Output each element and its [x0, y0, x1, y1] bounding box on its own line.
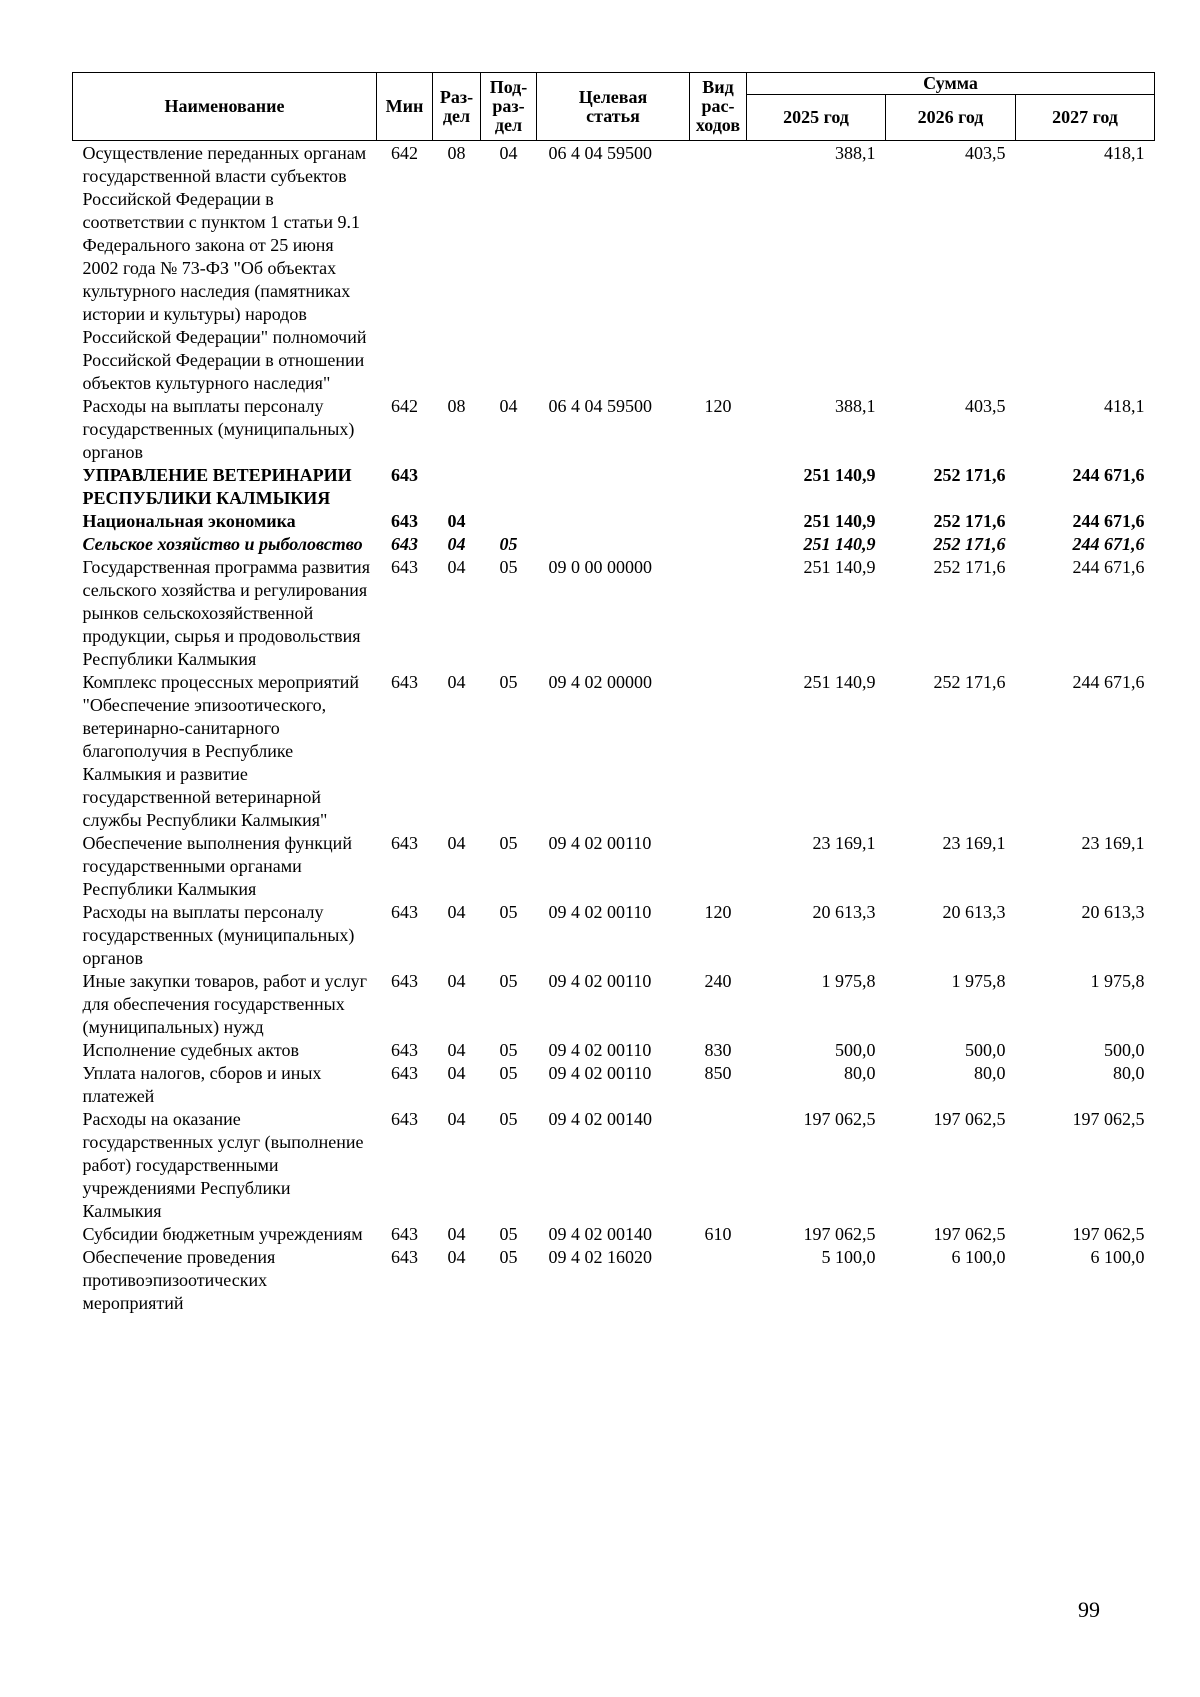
- row-target: [537, 533, 690, 556]
- row-min: 643: [391, 672, 418, 692]
- row-podrazdel: 05: [499, 902, 518, 922]
- row-2027: 244 671,6: [1072, 534, 1145, 554]
- row-target: 09 4 02 16020: [548, 1247, 652, 1267]
- row-podrazdel: 05: [499, 557, 518, 577]
- row-2027: 244 671,6: [1072, 557, 1145, 577]
- row-2025: 388,1: [835, 396, 876, 416]
- budget-table-page: [72, 72, 1154, 1315]
- row-target: 09 4 02 00000: [548, 672, 652, 692]
- row-name: Расходы на выплаты персоналу государственных (муниципальных) органов: [82, 902, 355, 968]
- row-2026: 80,0: [974, 1063, 1006, 1083]
- header-year-2026: 2026 год: [886, 95, 1016, 141]
- row-2027: 23 169,1: [1081, 833, 1145, 853]
- row-2027: 418,1: [1104, 143, 1145, 163]
- row-podrazdel: [481, 464, 537, 510]
- row-vid: 120: [704, 902, 732, 922]
- row-vid: 240: [704, 971, 732, 991]
- row-2026: 23 169,1: [942, 833, 1006, 853]
- row-vid: [690, 1108, 747, 1223]
- row-razdel: 04: [447, 902, 466, 922]
- row-razdel: 04: [447, 1063, 466, 1083]
- row-podrazdel: 05: [499, 1063, 518, 1083]
- row-target: 09 4 02 00140: [548, 1109, 652, 1129]
- row-razdel: 04: [447, 672, 466, 692]
- row-2025: 23 169,1: [812, 833, 876, 853]
- row-target: 09 0 00 00000: [548, 557, 652, 577]
- header-name: Наименование: [73, 73, 377, 141]
- row-min: 643: [391, 557, 418, 577]
- table-row: [73, 671, 1155, 832]
- table-row: [73, 141, 1155, 396]
- row-min: 643: [391, 1247, 418, 1267]
- row-2026: 1 975,8: [951, 971, 1006, 991]
- row-2026: 197 062,5: [933, 1109, 1006, 1129]
- row-2026: 197 062,5: [933, 1224, 1006, 1244]
- table-row: [73, 901, 1155, 970]
- row-razdel: 04: [447, 1224, 466, 1244]
- row-target: 09 4 02 00110: [548, 902, 652, 922]
- row-min: 643: [391, 833, 418, 853]
- row-2026: 403,5: [965, 396, 1006, 416]
- row-vid: 830: [704, 1040, 732, 1060]
- row-2027: 6 100,0: [1090, 1247, 1145, 1267]
- row-min: 643: [391, 902, 418, 922]
- row-razdel: 04: [447, 1247, 466, 1267]
- row-vid: 120: [704, 396, 732, 416]
- row-2027: 197 062,5: [1072, 1224, 1145, 1244]
- row-podrazdel: 05: [499, 833, 518, 853]
- row-vid: [690, 464, 747, 510]
- row-min: 643: [391, 534, 418, 554]
- row-podrazdel: 04: [499, 396, 518, 416]
- row-2027: 244 671,6: [1072, 465, 1145, 485]
- row-2026: 500,0: [965, 1040, 1006, 1060]
- row-2025: 1 975,8: [821, 971, 876, 991]
- row-vid: 610: [704, 1224, 732, 1244]
- row-name: Уплата налогов, сборов и иных платежей: [82, 1063, 322, 1106]
- row-vid: [690, 671, 747, 832]
- row-target: [537, 464, 690, 510]
- row-2027: 80,0: [1113, 1063, 1145, 1083]
- row-2027: 244 671,6: [1072, 511, 1145, 531]
- row-2027: 197 062,5: [1072, 1109, 1145, 1129]
- row-target: 06 4 04 59500: [548, 143, 652, 163]
- row-razdel: [433, 464, 481, 510]
- row-min: 643: [391, 465, 418, 485]
- row-name: Расходы на выплаты персоналу государственных (муниципальных) органов: [82, 396, 355, 462]
- page-number: 99: [1078, 1597, 1100, 1622]
- table-row: [73, 556, 1155, 671]
- header-razdel: Раз- дел: [433, 73, 481, 141]
- row-min: 643: [391, 511, 418, 531]
- row-2026: 252 171,6: [933, 672, 1006, 692]
- table-row: [73, 1223, 1155, 1246]
- row-name: Национальная экономика: [82, 511, 296, 531]
- table-row: [73, 1108, 1155, 1223]
- row-name: Комплекс процессных мероприятий "Обеспечение эпизоотического, ветеринарно-санитарного благополучия в Республике Калмыкия и развитие государственной ветеринарной службы Республики Калмыкия": [82, 672, 360, 830]
- header-vid: Вид рас- ходов: [690, 73, 747, 141]
- row-podrazdel: 04: [499, 143, 518, 163]
- row-2025: 251 140,9: [803, 465, 876, 485]
- row-razdel: 08: [447, 143, 466, 163]
- row-2025: 20 613,3: [812, 902, 876, 922]
- table-row: [73, 395, 1155, 464]
- row-min: 643: [391, 1063, 418, 1083]
- row-2025: 251 140,9: [803, 557, 876, 577]
- row-name: Иные закупки товаров, работ и услуг для обеспечения государственных (муниципальных) нужд: [82, 971, 367, 1037]
- row-name: Осуществление переданных органам государственной власти субъектов Российской Федерации в соответствии с пунктом 1 статьи 9.1 Федерального закона от 25 июня 2002 года № 73-ФЗ "Об объектах культурного наследия (памятниках истории и культуры) народов Российской Федерации" полномочий Российской Федерации в отношении объектов культурного наследия": [82, 143, 367, 393]
- row-name: УПРАВЛЕНИЕ ВЕТЕРИНАРИИ РЕСПУБЛИКИ КАЛМЫКИЯ: [82, 465, 352, 508]
- row-2027: 500,0: [1104, 1040, 1145, 1060]
- row-razdel: 04: [447, 833, 466, 853]
- table-row: [73, 832, 1155, 901]
- row-vid: [690, 533, 747, 556]
- table-row: [73, 533, 1155, 556]
- table-row: [73, 1039, 1155, 1062]
- row-2027: 244 671,6: [1072, 672, 1145, 692]
- row-min: 642: [391, 143, 418, 163]
- row-2025: 197 062,5: [803, 1224, 876, 1244]
- row-razdel: 04: [447, 534, 466, 554]
- header-sum: Сумма: [747, 73, 1155, 95]
- row-2026: 252 171,6: [933, 534, 1006, 554]
- row-target: 09 4 02 00110: [548, 1063, 652, 1083]
- row-vid: [690, 556, 747, 671]
- row-min: 643: [391, 1040, 418, 1060]
- row-2026: 6 100,0: [951, 1247, 1006, 1267]
- table-row: [73, 1062, 1155, 1108]
- row-target: [537, 510, 690, 533]
- header-year-2025: 2025 год: [747, 95, 886, 141]
- row-name: Обеспечение выполнения функций государственными органами Республики Калмыкия: [82, 833, 352, 899]
- row-min: 643: [391, 971, 418, 991]
- table-row: [73, 1246, 1155, 1315]
- row-min: 643: [391, 1224, 418, 1244]
- row-vid: [690, 1246, 747, 1315]
- row-razdel: 04: [447, 971, 466, 991]
- header-year-2027: 2027 год: [1016, 95, 1155, 141]
- row-target: 09 4 02 00110: [548, 833, 652, 853]
- row-target: 06 4 04 59500: [548, 396, 652, 416]
- header-min: Мин: [377, 73, 433, 141]
- table-row: [73, 464, 1155, 510]
- table-header: [73, 73, 1155, 141]
- row-target: 09 4 02 00110: [548, 971, 652, 991]
- row-2025: 197 062,5: [803, 1109, 876, 1129]
- row-vid: [690, 510, 747, 533]
- row-2025: 5 100,0: [821, 1247, 876, 1267]
- row-2025: 500,0: [835, 1040, 876, 1060]
- row-2026: 252 171,6: [933, 511, 1006, 531]
- row-podrazdel: 05: [499, 1247, 518, 1267]
- row-name: Государственная программа развития сельского хозяйства и регулирования рынков сельскохозяйственной продукции, сырья и продовольствия Республики Калмыкия: [82, 557, 370, 669]
- row-name: Расходы на оказание государственных услуг (выполнение работ) государственными учреждениями Республики Калмыкия: [82, 1109, 364, 1221]
- row-name: Исполнение судебных актов: [82, 1040, 300, 1060]
- row-2025: 80,0: [844, 1063, 876, 1083]
- row-2025: 251 140,9: [803, 534, 876, 554]
- header-podrazdel: Под- раз- дел: [481, 73, 537, 141]
- row-razdel: 08: [447, 396, 466, 416]
- row-2027: 418,1: [1104, 396, 1145, 416]
- row-podrazdel: 05: [499, 971, 518, 991]
- row-vid: 850: [704, 1063, 732, 1083]
- table-row: [73, 970, 1155, 1039]
- row-vid: [690, 832, 747, 901]
- row-target: 09 4 02 00140: [548, 1224, 652, 1244]
- budget-table: [72, 72, 1155, 1315]
- row-2025: 388,1: [835, 143, 876, 163]
- row-podrazdel: 05: [499, 1109, 518, 1129]
- row-name: Субсидии бюджетным учреждениям: [82, 1224, 363, 1244]
- row-2026: 252 171,6: [933, 557, 1006, 577]
- table-row: [73, 510, 1155, 533]
- row-name: Обеспечение проведения противоэпизоотических мероприятий: [82, 1247, 276, 1313]
- row-podrazdel: [481, 510, 537, 533]
- row-razdel: 04: [447, 1040, 466, 1060]
- row-min: 642: [391, 396, 418, 416]
- row-razdel: 04: [447, 557, 466, 577]
- row-2027: 1 975,8: [1090, 971, 1145, 991]
- row-razdel: 04: [447, 1109, 466, 1129]
- row-vid: [690, 141, 747, 396]
- row-razdel: 04: [447, 511, 466, 531]
- row-podrazdel: 05: [499, 1224, 518, 1244]
- row-2027: 20 613,3: [1081, 902, 1145, 922]
- row-2026: 403,5: [965, 143, 1006, 163]
- row-podrazdel: 05: [499, 534, 518, 554]
- row-2025: 251 140,9: [803, 672, 876, 692]
- row-min: 643: [391, 1109, 418, 1129]
- row-2025: 251 140,9: [803, 511, 876, 531]
- header-target: Целевая статья: [537, 73, 690, 141]
- row-target: 09 4 02 00110: [548, 1040, 652, 1060]
- row-2026: 20 613,3: [942, 902, 1006, 922]
- row-podrazdel: 05: [499, 672, 518, 692]
- row-podrazdel: 05: [499, 1040, 518, 1060]
- row-2026: 252 171,6: [933, 465, 1006, 485]
- row-name: Сельское хозяйство и рыболовство: [82, 534, 363, 554]
